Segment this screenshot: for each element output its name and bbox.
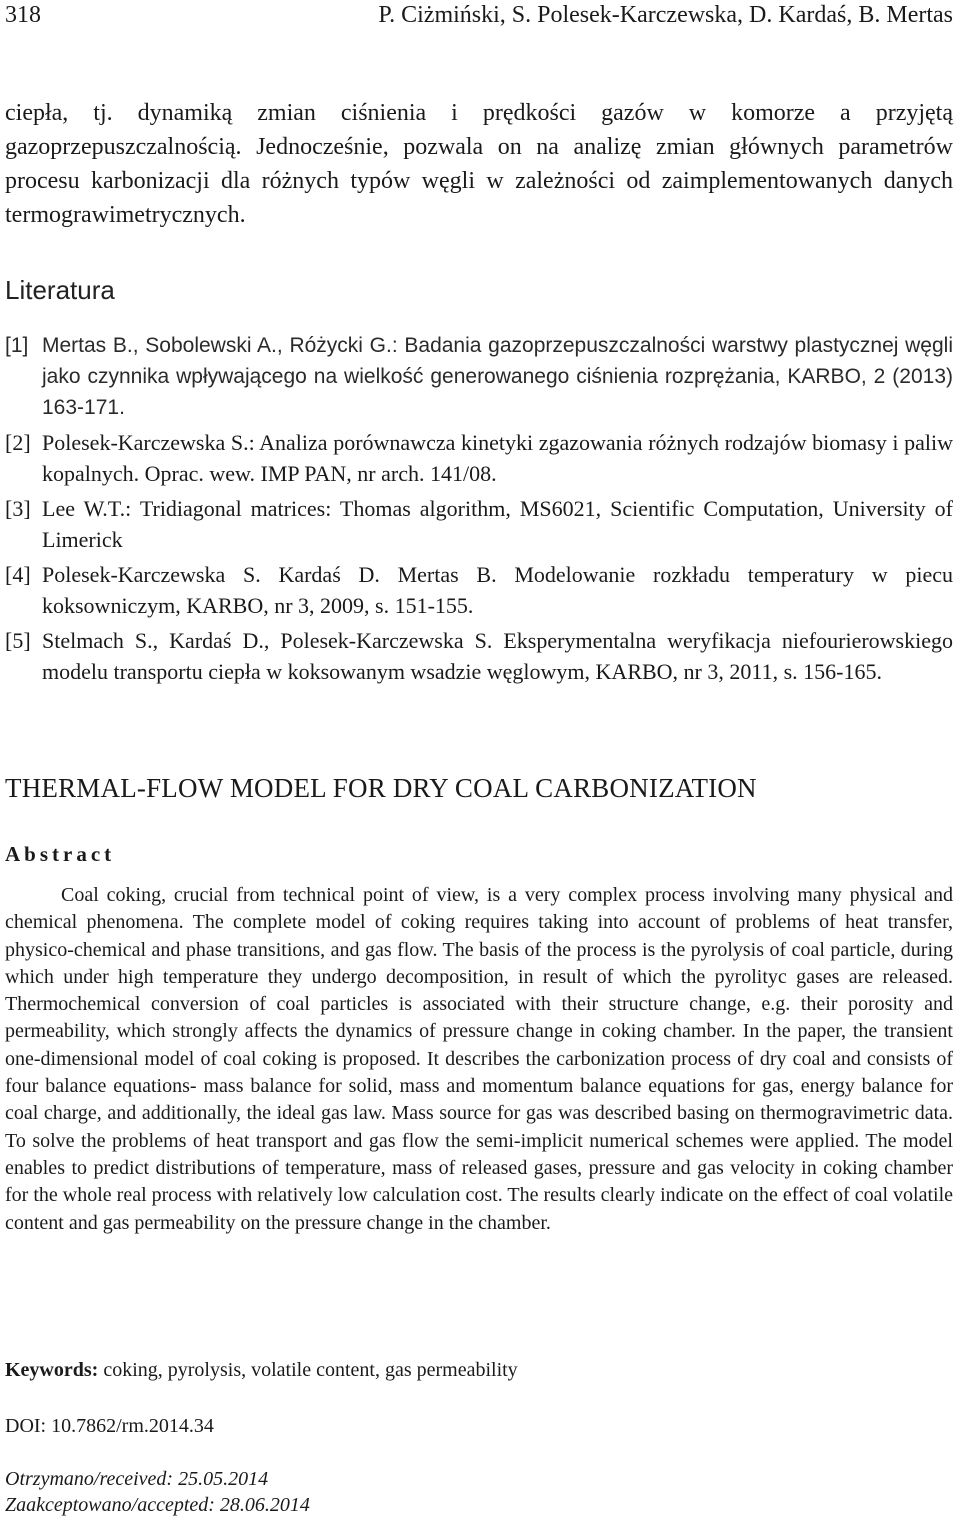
reference-number: [5]: [5, 628, 31, 653]
keywords-label: Keywords:: [5, 1359, 99, 1381]
submission-dates: [5, 1466, 310, 1518]
accepted-date: Zaakceptowano/accepted: 28.06.2014: [5, 1494, 310, 1516]
reference-text: Polesek-Karczewska S.: Analiza porównawcza kinetyki zgazowania różnych rodzajów biomasy i paliw kopalnych. Oprac. wew. IMP PAN, nr arch. 141/08.: [42, 430, 953, 486]
reference-number: [3]: [5, 496, 31, 521]
reference-item: [5, 427, 953, 489]
reference-item: [5, 625, 953, 687]
continued-paragraph: ciepła, tj. dynamiką zmian ciśnienia i prędkości gazów w komorze a przyjętą gazoprzepuszczalnością. Jednocześnie, pozwala on na analizę zmian głównych parametrów procesu karbonizacji dla różnych typów węgli w zależności od zaimplementowanych danych termograwimetrycznych.: [5, 100, 953, 228]
reference-item: [5, 493, 953, 555]
abstract-heading: Abstract: [5, 842, 116, 866]
reference-number: [2]: [5, 430, 31, 455]
abstract-body: Coal coking, crucial from technical point of view, is a very complex process involving many physical and chemical phenomena. The complete model of coking requires taking into account of problems of heat transfer, physico-chemical and phase transitions, and gas flow. The basis of the process is the pyrolysis of coal particle, during which under high temperature they undergo decomposition, in result of which the pyrolityc gases are released. Thermochemical conversion of coal particles is associated with their structure change, e.g. their porosity and permeability, which strongly affects the dynamics of pressure change in coking chamber. In the paper, the transient one-dimensional model of coal coking is proposed. It describes the carbonization process of dry coal and consists of four balance equations- mass balance for solid, mass and momentum balance equations for gas, energy balance for coal charge, and additionally, the ideal gas law. Mass source for gas was described basing on thermogravimetric data. To solve the problems of heat transport and gas flow the semi-implicit numerical schemes were applied. The model enables to predict distributions of temperature, mass of released gases, pressure and gas velocity in coking chamber for the whole real process with relatively low calculation cost. The results clearly indicate on the effect of coal volatile content and gas permeability on the pressure change in the chamber.: [5, 884, 953, 1234]
reference-text: Stelmach S., Kardaś D., Polesek-Karczewska S. Eksperymentalna weryfikacja niefourierowskiego modelu transportu ciepła w koksowanym wsadzie węglowym, KARBO, nr 3, 2011, s. 156-165.: [42, 628, 953, 684]
reference-item: [5, 559, 953, 621]
keywords-line: [5, 1356, 953, 1384]
reference-list: [5, 330, 953, 691]
english-title: THERMAL-FLOW MODEL FOR DRY COAL CARBONIZATION: [5, 773, 757, 803]
reference-number: [1]: [5, 334, 29, 357]
reference-text: Polesek-Karczewska S. Kardaś D. Mertas B. Modelowanie rozkładu temperatury w piecu koksowniczym, KARBO, nr 3, 2009, s. 151-155.: [42, 562, 953, 618]
reference-text: Lee W.T.: Tridiagonal matrices: Thomas algorithm, MS6021, Scientific Computation, University of Limerick: [42, 496, 953, 552]
literature-heading: Literatura: [5, 275, 115, 305]
reference-item: [5, 330, 953, 423]
reference-number: [4]: [5, 562, 31, 587]
reference-text: Mertas B., Sobolewski A., Różycki G.: Badania gazoprzepuszczalności warstwy plastycznej węgli jako czynnika wpływającego na wielkość generowanego ciśnienia rozprężania, KARBO, 2 (2013) 163-171.: [42, 334, 953, 419]
header-authors: P. Ciżmiński, S. Polesek-Karczewska, D. Kardaś, B. Mertas: [378, 2, 953, 28]
running-header: [5, 0, 953, 34]
keywords-text: coking, pyrolysis, volatile content, gas permeability: [103, 1359, 518, 1381]
page-number: 318: [5, 2, 41, 28]
doi: DOI: 10.7862/rm.2014.34: [5, 1415, 214, 1437]
received-date: Otrzymano/received: 25.05.2014: [5, 1468, 269, 1490]
